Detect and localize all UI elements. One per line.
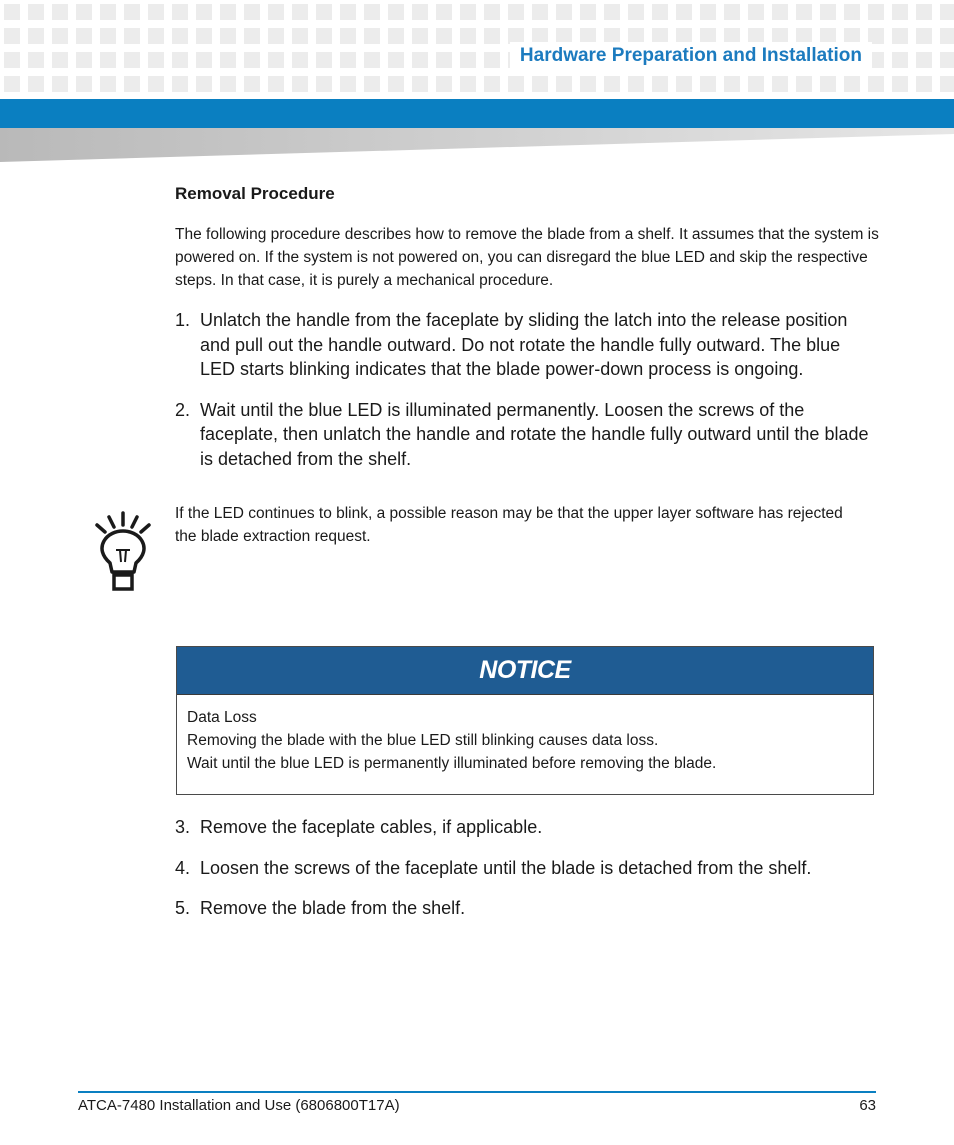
list-item: [175, 856, 880, 881]
notice-line: Wait until the blue LED is permanently illuminated before removing the blade.: [187, 755, 717, 772]
notice-header: [177, 647, 873, 695]
list-item: [175, 815, 880, 840]
notice-line: Data Loss: [187, 709, 257, 726]
header-gray-wedge: [0, 128, 954, 164]
step-text: Loosen the screws of the faceplate until the blade is detached from the shelf.: [200, 857, 812, 878]
step-number: 5.: [175, 898, 191, 918]
notice-line: Removing the blade with the blue LED still blinking causes data loss.: [187, 732, 659, 749]
tip-text: If the LED continues to blink, a possible reason may be that the upper layer software has rejected the blade extraction request.: [175, 505, 843, 545]
list-item: [175, 896, 880, 921]
lightbulb-icon: [92, 510, 154, 594]
step-text: Remove the faceplate cables, if applicable.: [200, 817, 543, 837]
footer-document-title: ATCA-7480 Installation and Use (6806800T17A): [78, 1097, 400, 1114]
step-number: 3.: [175, 817, 191, 837]
steps-list-after: [175, 815, 880, 921]
steps-list-before: [175, 308, 880, 471]
step-text: Wait until the blue LED is illuminated permanently. Loosen the screws of the faceplate, then unlatch the handle and rotate the handle fully outward until the blade is detached from the shelf.: [200, 399, 869, 469]
list-item: [175, 308, 880, 382]
page-number: 63: [859, 1097, 876, 1114]
step-text: Remove the blade from the shelf.: [200, 898, 466, 918]
header-pattern: [0, 0, 954, 98]
section-title: Removal Procedure: [175, 184, 335, 203]
chapter-title: Hardware Preparation and Installation: [510, 42, 872, 70]
step-text: Unlatch the handle from the faceplate by sliding the latch into the release position and pull out the handle outward. Do not rotate the handle fully outward. The blue LED starts blinking indicates that the blade power-down process is ongoing.: [200, 310, 848, 379]
step-number: 4.: [175, 857, 191, 878]
list-item: [175, 398, 880, 472]
notice-box: [176, 646, 874, 795]
footer-rule: [78, 1091, 876, 1093]
header-blue-band: [0, 99, 954, 128]
step-number: 1.: [175, 310, 191, 330]
intro-paragraph: The following procedure describes how to remove the blade from a shelf. It assumes that the system is powered on. If the system is not powered on, you can disregard the blue LED and skip the respective steps. In that case, it is purely a mechanical procedure.: [175, 226, 879, 289]
notice-label: NOTICE: [479, 656, 571, 684]
notice-body: [177, 695, 873, 775]
step-number: 2.: [175, 399, 191, 420]
